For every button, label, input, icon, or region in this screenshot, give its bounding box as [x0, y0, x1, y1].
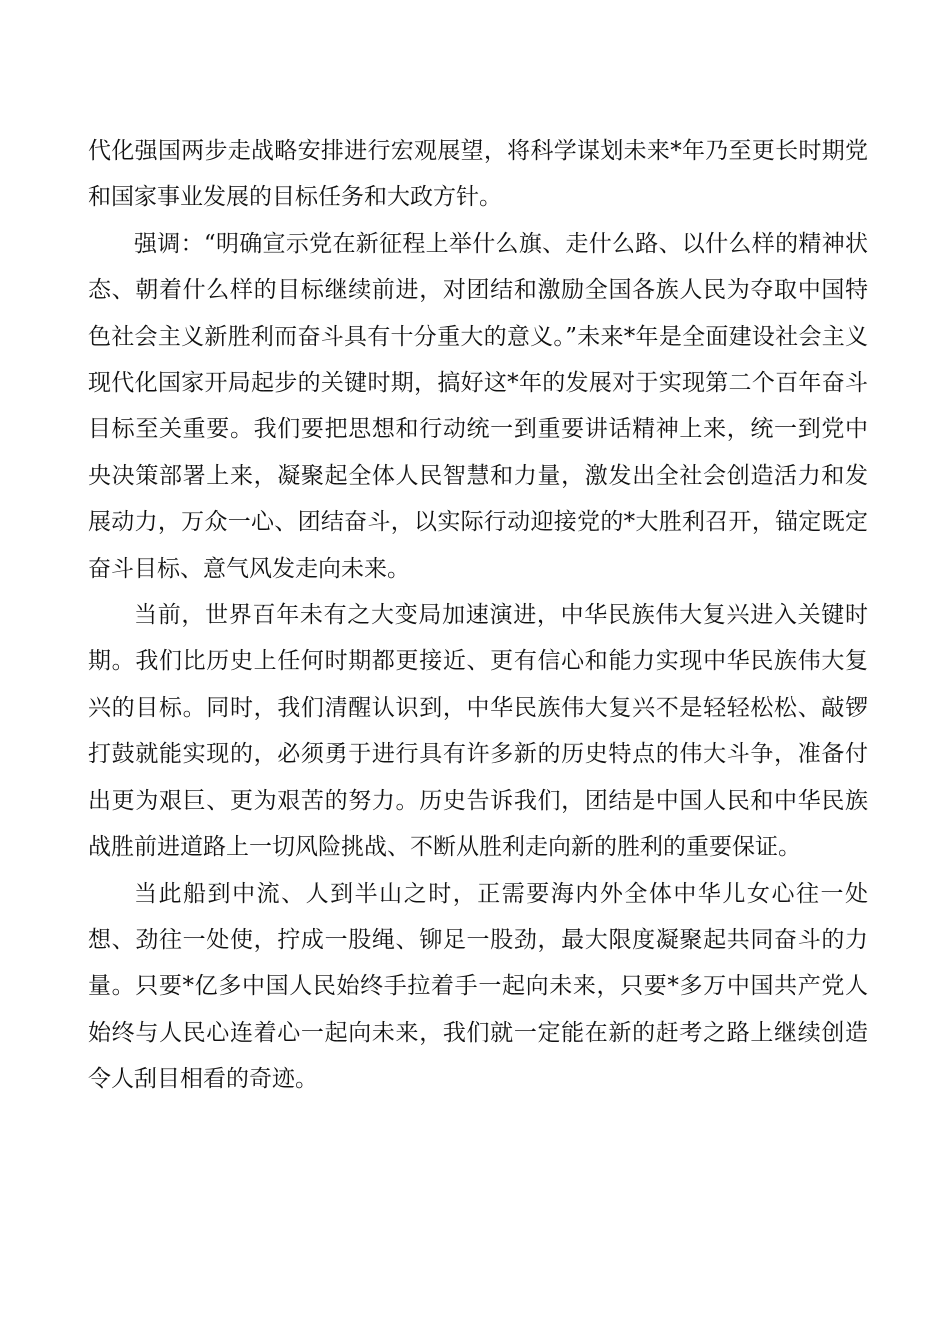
paragraph-current-situation: 当前，世界百年未有之大变局加速演进，中华民族伟大复兴进入关键时期。我们比历史上任何时期都更接近、更有信心和能力实现中华民族伟大复兴的目标。同时，我们清醒认识到，中华民族伟大复兴不是轻轻松松、敲锣打鼓就能实现的，必须勇于进行具有许多新的历史特点的伟大斗争，准备付出更为艰巨、更为艰苦的努力。历史告诉我们，团结是中国人民和中华民族战胜前进道路上一切风险挑战、不断从胜利走向新的胜利的重要保证。 — [88, 602, 868, 861]
document-body — [88, 128, 868, 1103]
paragraph-continuation: 代化强国两步走战略安排进行宏观展望，将科学谋划未来*年乃至更长时期党和国家事业发展的目标任务和大政方针。 — [88, 138, 868, 211]
paragraph-emphasis: 强调：“明确宣示党在新征程上举什么旗、走什么路、以什么样的精神状态、朝着什么样的目标继续前进，对团结和激励全国各族人民为夺取中国特色社会主义新胜利而奋斗具有十分重大的意义。”未来*年是全面建设社会主义现代化国家开局起步的关键时期，搞好这*年的发展对于实现第二个百年奋斗目标至关重要。我们要把思想和行动统一到重要讲话精神上来，统一到党中央决策部署上来，凝聚起全体人民智慧和力量，激发出全社会创造活力和发展动力，万众一心、团结奋斗，以实际行动迎接党的*大胜利召开，锚定既定奋斗目标、意气风发走向未来。 — [88, 230, 868, 582]
paragraph-conclusion: 当此船到中流、人到半山之时，正需要海内外全体中华儿女心往一处想、劲往一处使，拧成一股绳、铆足一股劲，最大限度凝聚起共同奋斗的力量。只要*亿多中国人民始终手拉着手一起向未来，只要*多万中国共产党人始终与人民心连着心一起向未来，我们就一定能在新的赶考之路上继续创造令人刮目相看的奇迹。 — [88, 880, 868, 1093]
